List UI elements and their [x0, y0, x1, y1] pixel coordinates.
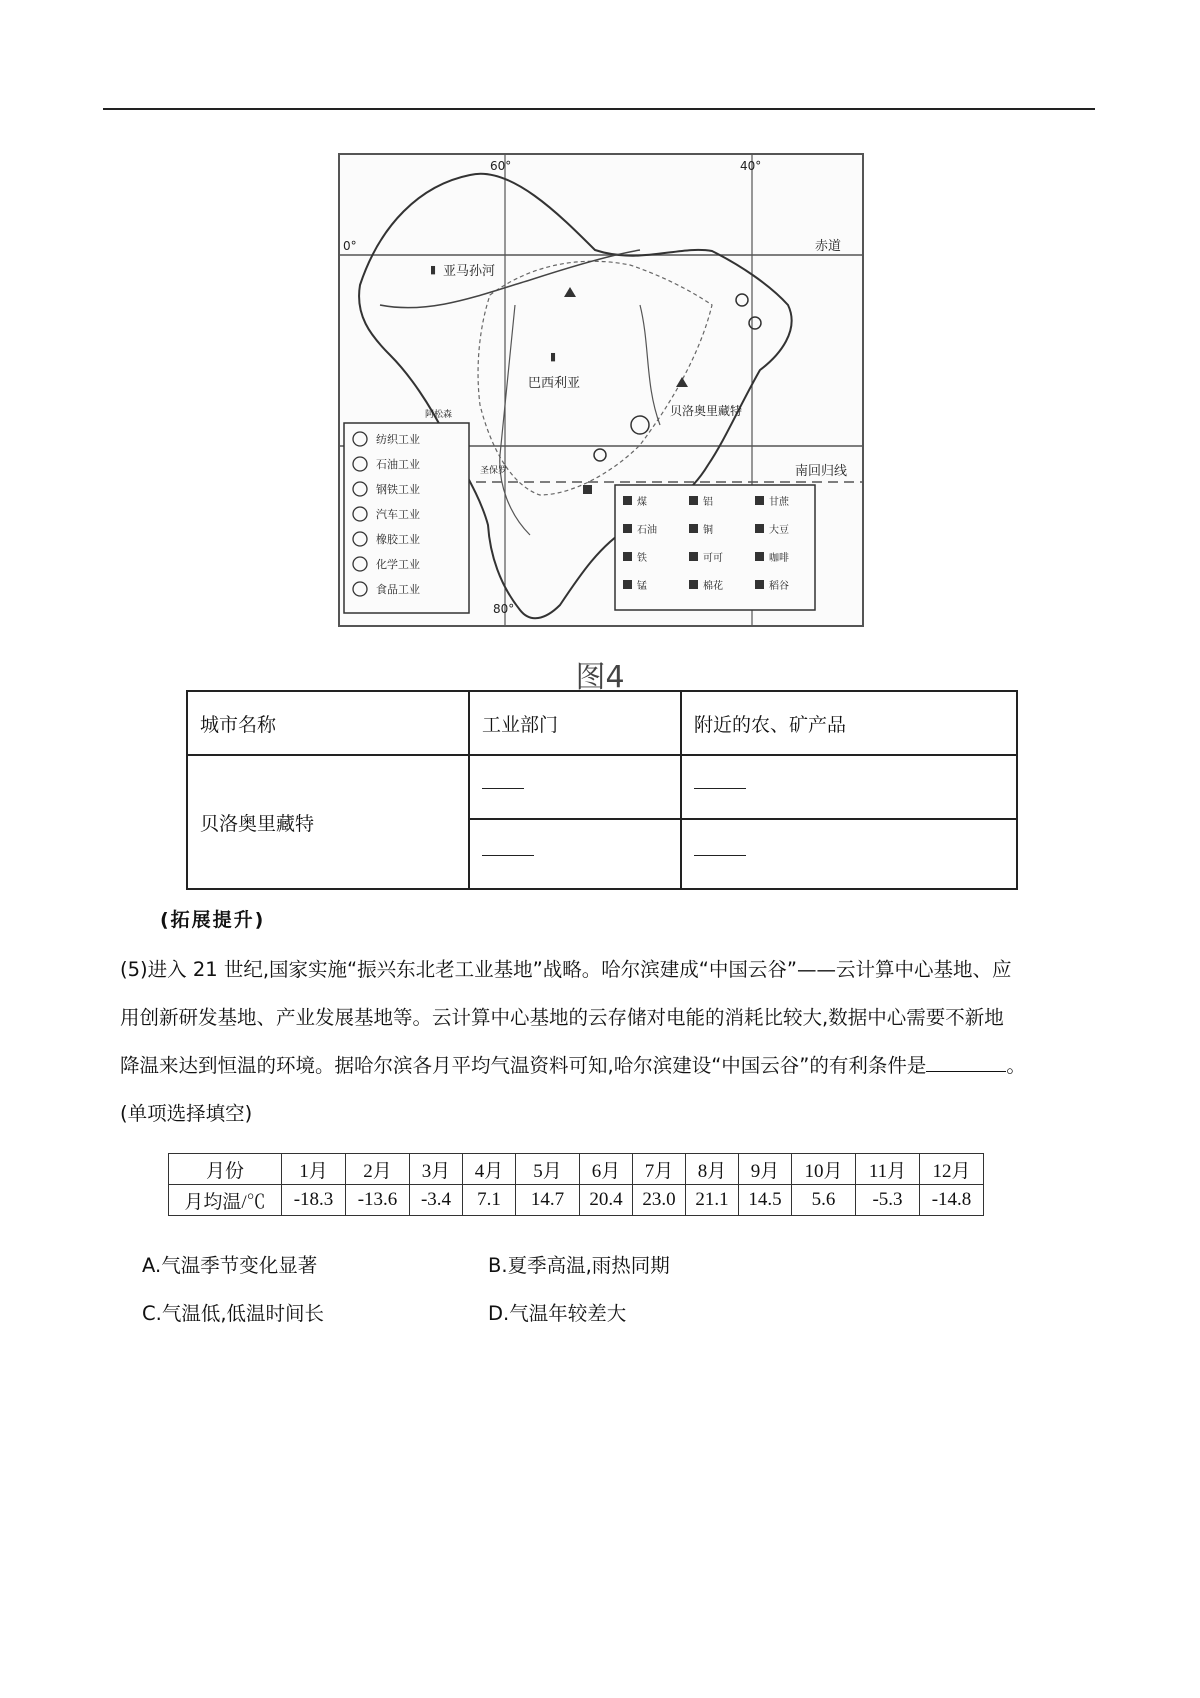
- legend-resource-icon: [755, 524, 764, 533]
- legend-resource-icon: [689, 580, 698, 589]
- city-label-2: 圣保罗: [480, 466, 508, 476]
- answer-blank[interactable]: [926, 1053, 1006, 1072]
- month-cell: 4月: [463, 1154, 516, 1185]
- table-row: [187, 755, 1017, 819]
- legend-resource-label: 煤: [637, 497, 647, 508]
- temp-cell: 20.4: [580, 1185, 633, 1216]
- option-d[interactable]: D.气温年较差大: [488, 1302, 627, 1325]
- legend-industry-label: 食品工业: [376, 583, 420, 596]
- question-line-2: 用创新研发基地、产业发展基地等。云计算中心基地的云存储对电能的消耗比较大,数据中心需要不新地: [120, 1006, 1004, 1029]
- month-cell: 1月: [282, 1154, 346, 1185]
- temperature-table: [168, 1153, 984, 1216]
- cell-city-name: 贝洛奥里藏特: [187, 755, 469, 889]
- capital-label: 巴西利亚: [528, 376, 581, 391]
- temp-cell: 5.6: [792, 1185, 856, 1216]
- industry-symbol: [594, 449, 606, 461]
- svg-text:▮: ▮: [430, 263, 437, 276]
- legend-resource-icon: [623, 496, 632, 505]
- option-a[interactable]: A.气温季节变化显著: [142, 1254, 318, 1277]
- month-cell: 9月: [739, 1154, 792, 1185]
- legend-industry-label: 纺织工业: [376, 433, 420, 446]
- legend-resource-label: 大豆: [769, 525, 789, 536]
- row-label-temp: 月均温/℃: [169, 1185, 282, 1216]
- temp-cell: -18.3: [282, 1185, 346, 1216]
- month-row: [169, 1154, 984, 1185]
- industry-symbol: [749, 317, 761, 329]
- brazil-border: [478, 261, 712, 495]
- blank-industry-2[interactable]: [469, 819, 681, 889]
- question-line-3-end: 。: [1006, 1054, 1026, 1077]
- month-cell: 3月: [410, 1154, 463, 1185]
- header-rule: [103, 108, 1095, 110]
- svg-text:▮: ▮: [550, 350, 557, 363]
- lat-0-label: 0°: [343, 239, 357, 253]
- map-svg: [340, 155, 862, 625]
- blank-product-2[interactable]: [681, 819, 1017, 889]
- option-b[interactable]: B.夏季高温,雨热同期: [488, 1254, 670, 1277]
- option-c[interactable]: C.气温低,低温时间长: [142, 1302, 325, 1325]
- month-cell: 10月: [792, 1154, 856, 1185]
- row-label-month: 月份: [169, 1154, 282, 1185]
- temp-cell: 21.1: [686, 1185, 739, 1216]
- legend-resource-icon: [623, 552, 632, 561]
- legend-resource-label: 咖啡: [769, 553, 789, 564]
- lon-40-label: 40°: [740, 159, 762, 173]
- industry-symbol: [736, 294, 748, 306]
- city-industry-table: [186, 690, 1018, 890]
- tropic-label: 南回归线: [795, 464, 848, 479]
- blank-product-1[interactable]: [681, 755, 1017, 819]
- legend-resource-icon: [689, 496, 698, 505]
- city-label: 阿松森: [425, 410, 453, 420]
- month-cell: 11月: [856, 1154, 920, 1185]
- month-cell: 12月: [920, 1154, 984, 1185]
- legend-resource-label: 石油: [637, 525, 657, 536]
- month-cell: 2月: [346, 1154, 410, 1185]
- legend-resource-icon: [755, 552, 764, 561]
- sao-francisco-river: [640, 305, 660, 425]
- map-figure: [338, 153, 864, 627]
- question-line-3: [120, 1041, 1100, 1091]
- month-cell: 8月: [686, 1154, 739, 1185]
- river-label: 亚马孙河: [443, 264, 496, 279]
- temp-cell: 23.0: [633, 1185, 686, 1216]
- equator-label: 赤道: [815, 239, 842, 254]
- legend-resource-label: 稻谷: [769, 581, 789, 592]
- temp-cell: 14.5: [739, 1185, 792, 1216]
- figure-caption: 图4: [575, 660, 625, 695]
- temp-cell: -14.8: [920, 1185, 984, 1216]
- legend-resource-icon: [755, 496, 764, 505]
- temp-cell: -3.4: [410, 1185, 463, 1216]
- legend-industry-label: 汽车工业: [376, 508, 420, 521]
- legend-resource-label: 锰: [637, 581, 647, 592]
- extension-label: (拓展提升): [160, 909, 266, 931]
- legend-industry-label: 橡胶工业: [376, 533, 420, 546]
- legend-resource-label: 铝: [703, 497, 713, 508]
- temp-cell: 7.1: [463, 1185, 516, 1216]
- question-line-1: (5)进入 21 世纪,国家实施“振兴东北老工业基地”战略。哈尔滨建成“中国云谷”——云计算中心基地、应: [120, 958, 1012, 981]
- legend-resource-icon: [689, 552, 698, 561]
- legend-resource-icon: [623, 580, 632, 589]
- temp-row: [169, 1185, 984, 1216]
- legend-resource-label: 甘蔗: [769, 497, 789, 508]
- industry-symbol: [631, 416, 649, 434]
- temp-cell: -13.6: [346, 1185, 410, 1216]
- question-line-4: (单项选择填空): [120, 1102, 253, 1125]
- iron-symbol: [564, 287, 576, 297]
- legend-industry-label: 石油工业: [376, 458, 420, 471]
- coal-symbol: [583, 485, 592, 494]
- legend-industry-label: 化学工业: [376, 558, 420, 571]
- legend-resource-icon: [689, 524, 698, 533]
- lon-80-label: 80°: [493, 602, 515, 616]
- belo-label: 贝洛奥里藏特: [670, 404, 743, 418]
- iron-symbol: [676, 377, 688, 387]
- lon-60-label: 60°: [490, 159, 512, 173]
- legend-resource-label: 铁: [637, 553, 647, 564]
- table-header-row: [187, 691, 1017, 755]
- month-cell: 7月: [633, 1154, 686, 1185]
- temp-cell: -5.3: [856, 1185, 920, 1216]
- amazon-river: [380, 250, 640, 308]
- month-cell: 6月: [580, 1154, 633, 1185]
- legend-resource-icon: [755, 580, 764, 589]
- month-cell: 5月: [516, 1154, 580, 1185]
- legend-resource-icon: [623, 524, 632, 533]
- parana-river: [500, 305, 530, 535]
- header-products: 附近的农、矿产品: [681, 691, 1017, 755]
- legend-industry-label: 钢铁工业: [376, 483, 420, 496]
- temp-cell: 14.7: [516, 1185, 580, 1216]
- legend-resource-label: 棉花: [703, 581, 723, 592]
- legend-resource-label: 铜: [703, 525, 713, 536]
- header-industry: 工业部门: [469, 691, 681, 755]
- header-city: 城市名称: [187, 691, 469, 755]
- legend-resource-label: 可可: [703, 553, 723, 564]
- question-line-3-text: 降温来达到恒温的环境。据哈尔滨各月平均气温资料可知,哈尔滨建设“中国云谷”的有利条件是: [120, 1054, 927, 1077]
- blank-industry-1[interactable]: [469, 755, 681, 819]
